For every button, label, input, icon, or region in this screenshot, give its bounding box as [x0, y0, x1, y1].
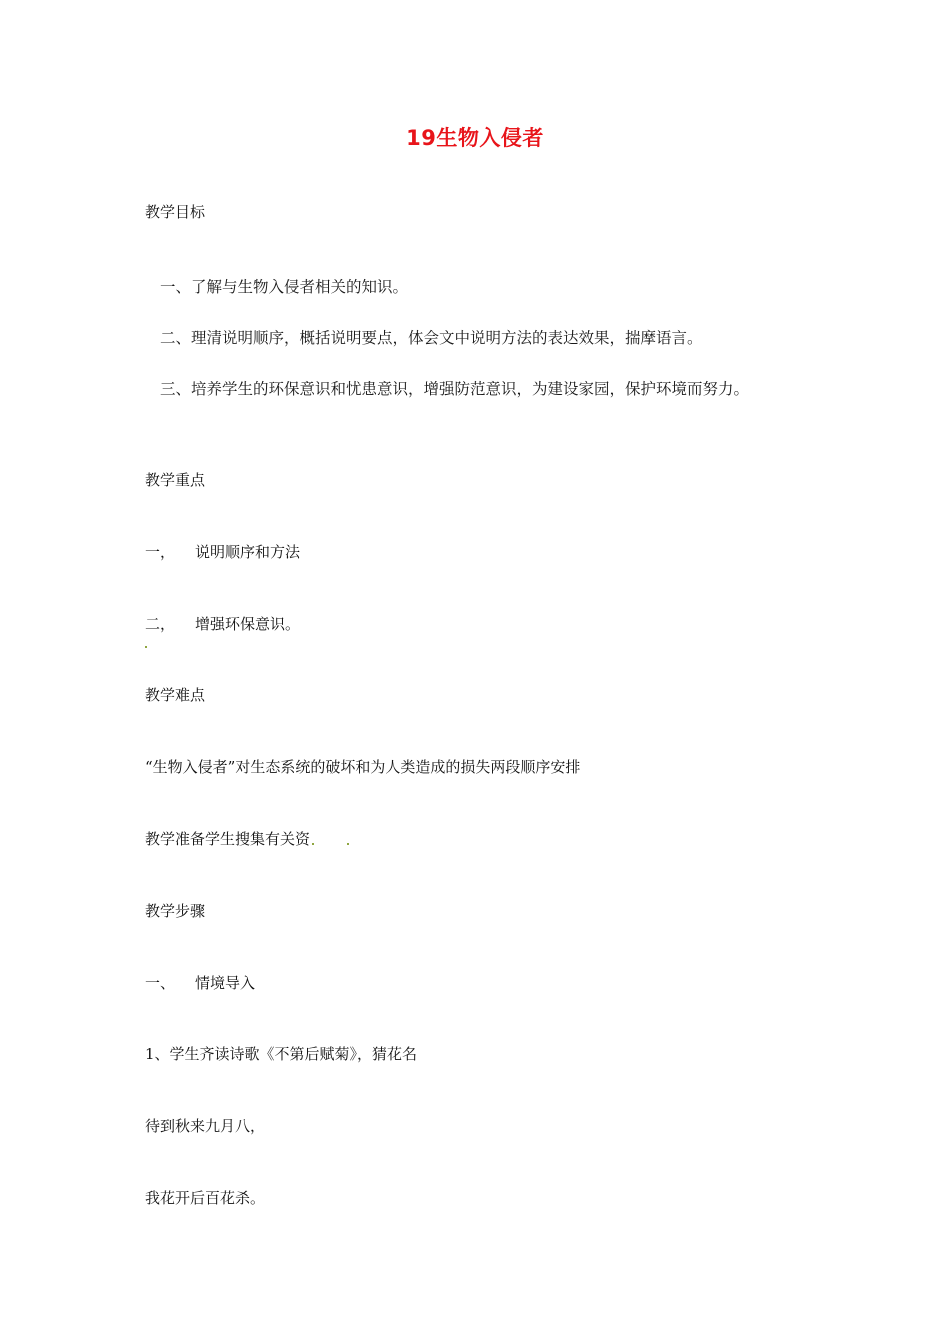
speck-mark — [145, 646, 147, 648]
speck-mark — [347, 843, 349, 845]
poem-line-1: 待到秋来九月八， — [145, 1117, 266, 1135]
key-point-number: 二， — [145, 615, 176, 633]
key-point-number: 一， — [145, 543, 176, 561]
key-point-text: 说明顺序和方法 — [195, 543, 301, 561]
difficulty-heading: 教学难点 — [145, 686, 206, 704]
poem-line-2: 我花开后百花杀。 — [145, 1189, 266, 1207]
key-point-item-1 — [145, 542, 300, 562]
steps-heading: 教学步骤 — [145, 902, 206, 920]
speck-mark — [312, 843, 314, 845]
difficulty-text: “生物入侵者”对生态系统的破坏和为人类造成的损失两段顺序安排 — [145, 758, 581, 776]
objective-item-1: 一、了解与生物入侵者相关的知识。 — [160, 278, 409, 296]
step-section-1 — [145, 973, 255, 993]
objective-item-3: 三、培养学生的环保意识和忧患意识，增强防范意识，为建设家园，保护环境而努力。 — [160, 380, 750, 398]
step-section-number: 一、 — [145, 974, 176, 992]
key-points-heading: 教学重点 — [145, 471, 206, 489]
key-point-item-2 — [145, 614, 300, 634]
preparation-text: 教学准备学生搜集有关资 — [145, 830, 311, 848]
objective-item-2: 二、理清说明顺序，概括说明要点，体会文中说明方法的表达效果，揣摩语言。 — [160, 329, 703, 347]
step-section-text: 情境导入 — [195, 974, 256, 992]
step-item-1: 1、学生齐读诗歌《不第后赋菊》，猜花名 — [145, 1045, 418, 1063]
document-title: 19生物入侵者 — [406, 126, 544, 150]
key-point-text: 增强环保意识。 — [195, 615, 301, 633]
objectives-heading: 教学目标 — [145, 203, 206, 221]
